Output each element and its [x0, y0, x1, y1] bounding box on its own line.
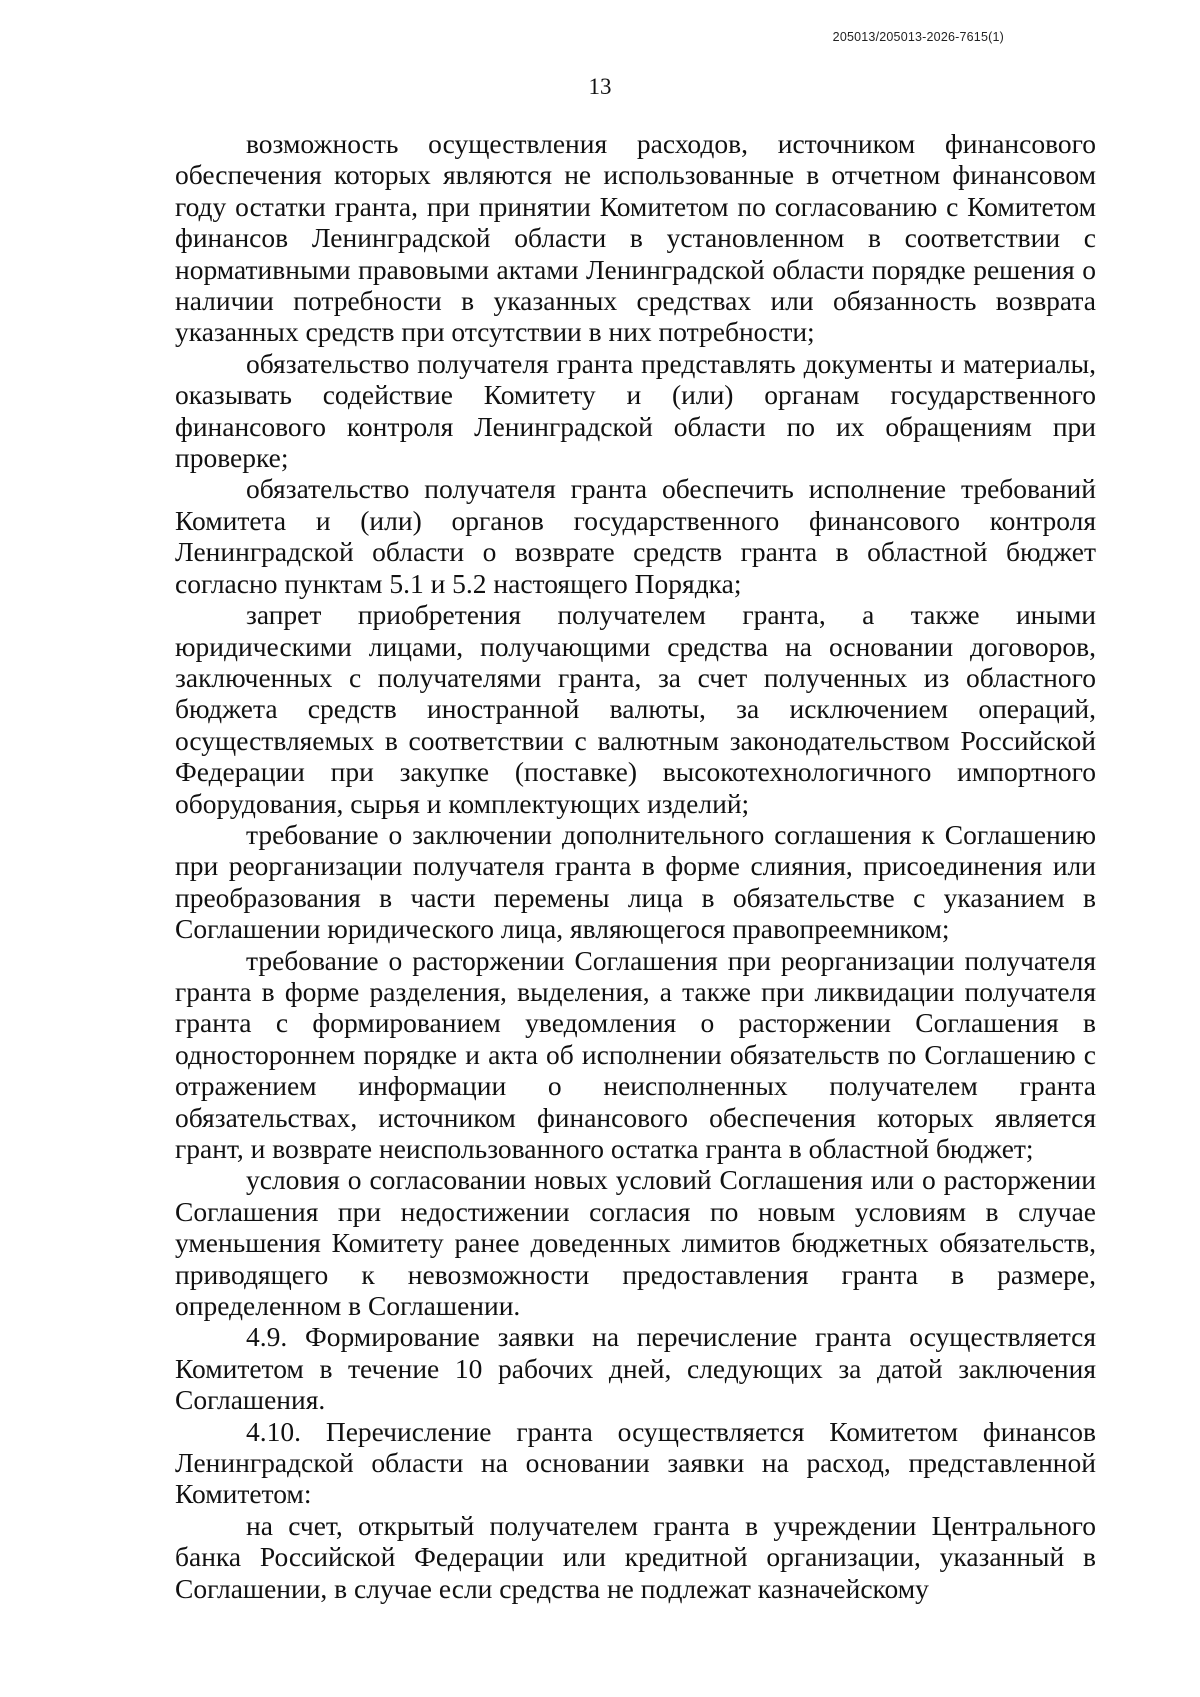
paragraph-currency-ban: запрет приобретения получателем гранта, а также иными юридическими лицами, получающими средства на основании договоров, заключенных с получателями гранта, за счет полученных из областного бюджета средств иностранной валюты, за исключением операций, осуществляемых в соответствии с валютным законодательством Российской Федерации при закупке (поставке) высокотехнологичного импортного оборудования, сырья и комплектующих изделий;: [175, 599, 1096, 819]
document-body: [175, 128, 1096, 1604]
page-number: 13: [588, 74, 612, 99]
paragraph-documents-obligation: обязательство получателя гранта представлять документы и материалы, оказывать содействие Комитету и (или) органам государственного финансового контроля Ленинградской области по их обращениям при проверке;: [175, 347, 1096, 474]
paragraph-unused-balance: возможность осуществления расходов, источником финансового обеспечения которых являются не использованные в отчетном финансовом году остатки гранта, при принятии Комитетом по согласованию с Комитетом финансов Ленинградской области в установленном в соответствии с нормативными правовыми актами Ленинградской области порядке решения о наличии потребности в указанных средствах или обязанность возврата указанных средств при отсутствии в них потребности;: [175, 128, 1096, 348]
document-id: 205013/205013-2026-7615(1): [832, 30, 1004, 44]
paragraph-account: на счет, открытый получателем гранта в учреждении Центрального банка Российской Федерации или кредитной организации, указанный в Соглашении, в случае если средства не подлежат казначейскому: [175, 1509, 1096, 1604]
paragraph-4-10: 4.10. Перечисление гранта осуществляется Комитетом финансов Ленинградской области на основании заявки на расход, представленной Комитетом:: [175, 1415, 1096, 1510]
paragraph-additional-agreement: требование о заключении дополнительного соглашения к Соглашению при реорганизации получателя гранта в форме слияния, присоединения или преобразования в части перемены лица в обязательстве с указанием в Соглашении юридического лица, являющегося правопреемником;: [175, 818, 1096, 945]
paragraph-refund-obligation: обязательство получателя гранта обеспечить исполнение требований Комитета и (или) органов государственного финансового контроля Ленинградской области о возврате средств гранта в областной бюджет согласно пунктам 5.1 и 5.2 настоящего Порядка;: [175, 473, 1096, 599]
paragraph-termination-requirement: требование о расторжении Соглашения при реорганизации получателя гранта в форме разделения, выделения, а также при ликвидации получателя гранта с формированием уведомления о расторжении Соглашения в одностороннем порядке и акта об исполнении обязательств по Соглашению с отражением информации о неисполненных получателем гранта обязательствах, источником финансового обеспечения которых является грант, и возврате неиспользованного остатка гранта в областной бюджет;: [175, 944, 1096, 1164]
paragraph-new-conditions: условия о согласовании новых условий Соглашения или о расторжении Соглашения при недостижении согласия по новым условиям в случае уменьшения Комитету ранее доведенных лимитов бюджетных обязательств, приводящего к невозможности предоставления гранта в размере, определенном в Соглашении.: [175, 1164, 1096, 1322]
paragraph-4-9: 4.9. Формирование заявки на перечисление гранта осуществляется Комитетом в течение 10 рабочих дней, следующих за датой заключения Соглашения.: [175, 1321, 1096, 1416]
